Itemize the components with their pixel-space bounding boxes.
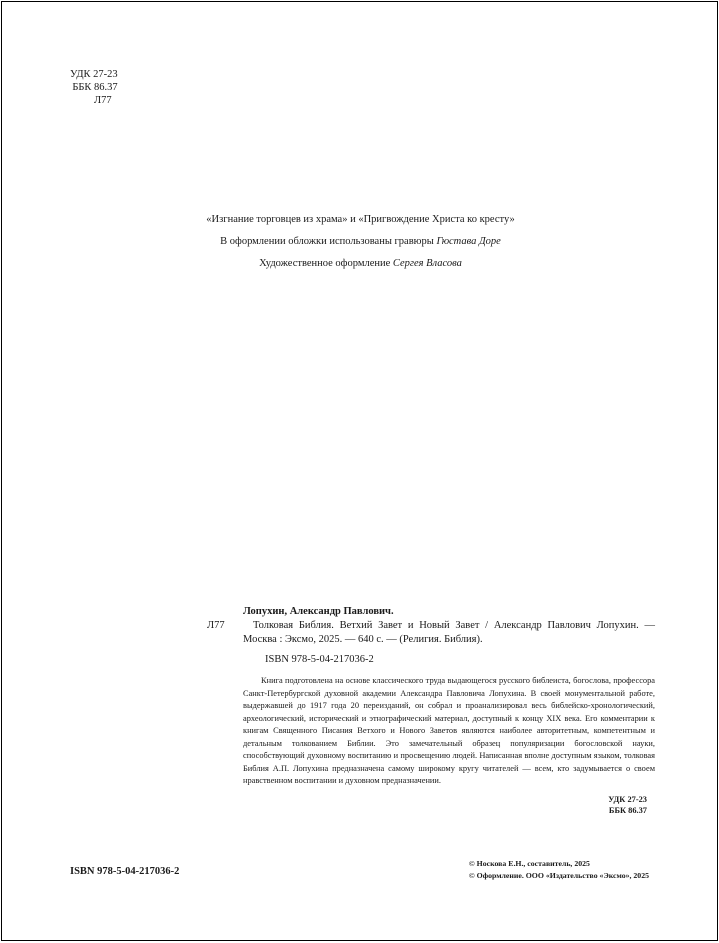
copyright-compiler: © Носкова Е.Н., составитель, 2025 [468,859,590,868]
bbk-code: ББК 86.37 [72,82,118,93]
catalog-title-description: Толковая Библия. Ветхий Завет и Новый Завет / Александр Павлович Лопухин. — Москва : Эксмо, 2025. — 640 с. — (Религия. Библия). [243,620,655,645]
engravings-titles: «Изгнание торговцев из храма» и «Пригвождение Христа ко кресту» [206,214,515,225]
book-annotation: Книга подготовлена на основе классического труда выдающегося русского библеиста, богослова, профессора Санкт-Петербургской духовной академии Александра Павловича Лопухина. В своей монументальной работе, выдержавшей до 1917 года 20 переизданий, он собрал и проанализировал весь библейско-хронологический, археологический, исторический и этнографический материал, доступный к концу XIX века. Его комментарии к книгам Священного Писания Ветхого и Нового Заветов являются наиболее авторитетным, компетентным и детальным толкованием Библии. Это замечательный образец популяризации богословской науки, способствующий духовному воспитанию и просвещению людей. Написанная вполне доступным языком, толковая Библия А.П. Лопухина предназначена самому широкому кругу читателей — всем, кто задумывается о своем нравственном воспитании и духовном предназначении. [243,676,655,785]
catalog-isbn: ISBN 978-5-04-217036-2 [265,654,374,665]
author-mark: Л77 [94,95,112,106]
imprint-page [1,1,718,941]
cover-credit-prefix: В оформлении обложки использованы гравюры [220,236,437,247]
copyright-block [469,858,649,882]
bbk-code: ББК 86.37 [608,805,647,815]
footer-isbn: ISBN 978-5-04-217036-2 [70,866,180,877]
classification-codes-top [70,68,118,107]
udk-code: УДК 27-23 [608,794,647,804]
classification-codes-bottom [243,794,655,816]
illustration-credits [2,209,719,275]
catalog-record [207,605,655,816]
copyright-design: © Оформление. ООО «Издательство «Эксмо», 2025 [468,871,649,880]
catalog-author-mark: Л77 [207,620,225,631]
design-credit [2,253,719,275]
cover-credit [2,231,719,253]
cover-artist: Гюстава Доре [436,236,501,247]
udk-code: УДК 27-23 [70,69,118,80]
catalog-author: Лопухин, Александр Павлович. [243,606,394,617]
design-artist: Сергея Власова [392,258,462,269]
design-credit-prefix: Художественное оформление [259,258,393,269]
